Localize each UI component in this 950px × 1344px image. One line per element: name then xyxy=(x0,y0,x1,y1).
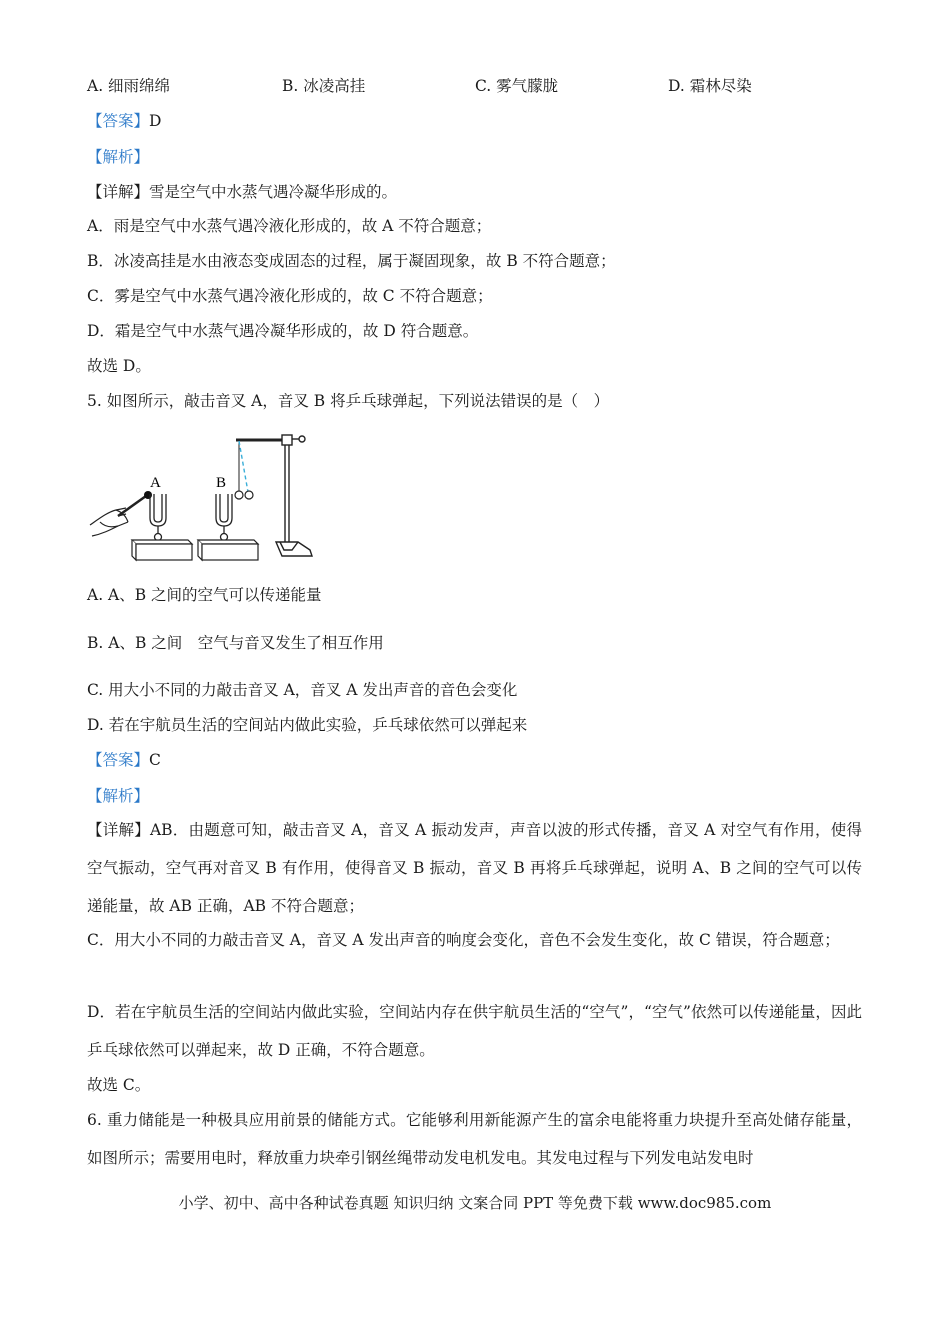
resonance-box-b xyxy=(198,540,258,560)
mallet-handle xyxy=(118,496,146,516)
q4-detail-a: A．雨是空气中水蒸气遇冷液化形成的，故 A 不符合题意； xyxy=(87,217,492,235)
q5-detail-ab xyxy=(87,811,862,925)
q4-detail-b: B．冰凌高挂是水由液态变成固态的过程，属于凝固现象，故 B 不符合题意； xyxy=(87,252,616,270)
page-footer: 小学、初中、高中各种试卷真题 知识归纳 文案合同 PPT 等免费下载 www.doc985.com xyxy=(178,1194,772,1212)
resonance-box-a xyxy=(132,540,192,560)
q4-option-b: B. 冰凌高挂 xyxy=(282,77,366,95)
detail-intro: 雪是空气中水蒸气遇冷凝华形成的。 xyxy=(149,183,398,201)
answer-tag: 【答案】 xyxy=(87,112,150,130)
tuning-fork-a xyxy=(150,494,166,541)
q5-option-b: B. A、B 之间 空气与音叉发生了相互作用 xyxy=(87,634,384,652)
q5-question: 5. 如图所示，敲击音叉 A，音叉 B 将乒乓球弹起，下列说法错误的是（ ） xyxy=(87,392,610,410)
q5-option-d: D. 若在宇航员生活的空间站内做此实验，乒乓球依然可以弹起来 xyxy=(87,716,528,734)
answer-value: D xyxy=(149,112,162,130)
q6-question: 6. 重力储能是一种极具应用前景的储能方式。它能够利用新能源产生的富余电能将重力块提升至高处储存能量，如图所示；需要用电时，释放重力块牵引钢丝绳带动发电机发电。其发电过程与下列发电站发电时 xyxy=(87,1111,862,1167)
answer-tag: 【答案】 xyxy=(87,751,150,769)
q5-analysis-tag: 【解析】 xyxy=(87,787,150,805)
answer-value: C xyxy=(149,751,161,769)
q4-detail xyxy=(87,182,397,202)
detail-tag: 【详解】 xyxy=(87,821,150,839)
ping-pong-ball xyxy=(235,491,243,499)
detail-ab-text: AB．由题意可知，敲击音叉 A，音叉 A 振动发声，声音以波的形式传播，音叉 A 对空气有作用，使得空气振动，空气再对音叉 B 有作用，使得音叉 B 振动，音叉 B 再将乒乓球弹起，说明 A、B 之间的空气可以传递能量，故 AB 正确，AB 不符合题意； xyxy=(87,821,862,915)
thread-swing xyxy=(239,441,248,492)
detail-tag: 【详解】 xyxy=(87,183,150,201)
q5-detail-c: C．用大小不同的力敲击音叉 A，音叉 A 发出声音的响度会变化，音色不会发生变化，故 C 错误，符合题意； xyxy=(87,931,840,949)
q5-conclusion: 故选 C。 xyxy=(87,1076,151,1094)
q4-detail-c: C．雾是空气中水蒸气遇冷液化形成的，故 C 不符合题意； xyxy=(87,287,493,305)
q4-answer xyxy=(87,111,161,131)
label-a: A xyxy=(150,475,161,491)
q5-answer xyxy=(87,750,161,770)
tuning-fork-b xyxy=(216,494,232,541)
q5-option-a: A. A、B 之间的空气可以传递能量 xyxy=(87,586,322,604)
q5-detail-d: D．若在宇航员生活的空间站内做此实验，空间站内存在供宇航员生活的“空气”，“空气”依然可以传递能量，因此乒乓球依然可以弹起来，故 D 正确，不符合题意。 xyxy=(87,1003,862,1059)
q4-option-c: C. 雾气朦胧 xyxy=(475,77,559,95)
q5-option-c: C. 用大小不同的力敲击音叉 A，音叉 A 发出声音的音色会变化 xyxy=(87,681,518,699)
label-b: B xyxy=(216,475,227,491)
ping-pong-ball-swung xyxy=(245,491,253,499)
q4-analysis-tag: 【解析】 xyxy=(87,148,150,166)
tuning-fork-figure xyxy=(88,430,328,570)
mallet-head xyxy=(144,491,152,499)
q4-option-d: D. 霜林尽染 xyxy=(668,77,752,95)
q4-conclusion: 故选 D。 xyxy=(87,357,151,375)
q4-detail-d: D．霜是空气中水蒸气遇冷凝华形成的，故 D 符合题意。 xyxy=(87,322,479,340)
q4-option-a: A. 细雨绵绵 xyxy=(87,77,171,95)
